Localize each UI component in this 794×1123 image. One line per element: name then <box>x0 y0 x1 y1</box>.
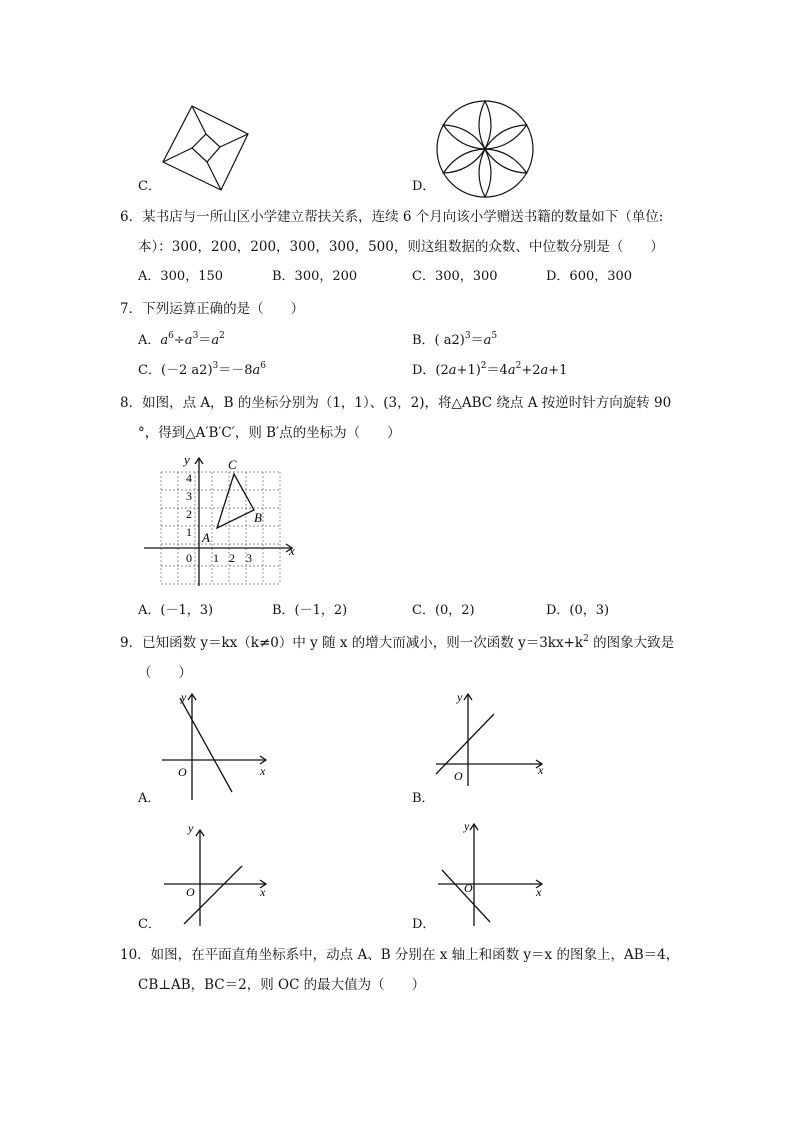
q6-option-a: A．300，150 <box>138 269 224 284</box>
q9-option-c-label: C． <box>138 917 161 932</box>
q7-stem: 7．下列运算正确的是（ ） <box>120 301 305 317</box>
q5-option-c-label: C． <box>138 179 161 194</box>
q6-stem-line1: 6．某书店与一所山区小学建立帮扶关系，连续 6 个月向该小学赠送书籍的数量如下（单位: <box>120 209 664 225</box>
q8-point-a: A <box>202 530 210 545</box>
q9-graph-d-line <box>442 870 490 922</box>
q9-graph-b-o: O <box>454 769 463 783</box>
q8-option-c: C．(0，2) <box>412 603 475 618</box>
q9-graph-c-o: O <box>186 885 195 899</box>
q9-graph-b-y: y <box>457 690 463 704</box>
q9-graph-c <box>160 816 272 928</box>
q9-graph-a <box>160 688 272 804</box>
q5-option-d-label: D． <box>412 179 436 194</box>
q9-graph-c-y: y <box>188 821 194 835</box>
q7-option-b: B．( $a2)^3=a^5$ <box>412 331 498 348</box>
q9-option-b-label: B． <box>412 791 435 806</box>
q8-y-label: y <box>184 452 190 467</box>
q9-graph-d <box>434 816 550 928</box>
q9-option-d-label: D． <box>412 917 436 932</box>
q9-graph-a-x: x <box>260 764 266 778</box>
q9-graph-d-o: O <box>464 881 473 895</box>
q8-point-c: C <box>228 457 237 472</box>
q8-coordinate-figure <box>140 452 300 588</box>
q6-stem-line2: 本）：300，200，200，300，300，500，则这组数据的众数、中位数分别是（ ） <box>138 239 664 255</box>
q9-option-a-label: A． <box>138 791 161 806</box>
q8-x-tick-0: 0 <box>186 551 192 565</box>
q5-figure-d <box>434 98 536 200</box>
q8-stem-line2: °，得到△A′B′C′，则 B′点的坐标为（ ） <box>138 425 401 441</box>
q10-stem-line2: CB⊥AB，BC＝2，则 OC 的最大值为（ ） <box>138 977 426 993</box>
q8-x-label: x <box>289 543 295 558</box>
q8-option-a: A．(－1，3) <box>138 603 214 618</box>
q9-graph-d-x: x <box>536 885 542 899</box>
q9-graph-b-line <box>436 714 494 774</box>
q9-stem-line2: （ ） <box>138 665 192 681</box>
q6-option-d: D．600，300 <box>546 269 633 284</box>
q6-option-b: B．300，200 <box>272 269 358 284</box>
q6-option-c: C．300，300 <box>412 269 498 284</box>
q9-graph-a-y: y <box>181 690 187 704</box>
q8-point-b: B <box>254 510 262 525</box>
q8-x-tick-2: 2 <box>229 551 235 565</box>
q7-option-a: A．$a^6\div a^3=a^2$ <box>138 331 225 348</box>
q7-option-d: D．$(2a+1)^2=4a^2+2a+1$ <box>412 361 568 378</box>
q8-stem-line1: 8．如图，点 A，B 的坐标分别为（1，1）、(3，2)，将△ABC 绕点 A 按逆时针方向旋转 90 <box>120 395 672 411</box>
q9-graph-c-x: x <box>260 885 266 899</box>
q10-stem-line1: 10．如图，在平面直角坐标系中，动点 A、B 分别在 x 轴上和函数 y＝x 的图象上，AB＝4， <box>120 947 680 963</box>
q9-graph-b-x: x <box>538 763 544 777</box>
q7-option-c: C．(－2 $a2)^3=-8a^6$ <box>138 361 267 378</box>
q8-y-tick-3: 3 <box>186 489 192 503</box>
q5-figure-c <box>160 104 252 194</box>
q9-stem-line1: 9．已知函数 y＝kx（k≠0）中 y 随 x 的增大而减小，则一次函数 $y=3kx+k^2$ 的图象大致是 <box>120 634 675 651</box>
q9-graph-a-line <box>180 698 232 792</box>
q8-x-tick-3: 3 <box>246 551 252 565</box>
q8-x-tick-1: 1 <box>213 551 219 565</box>
q8-triangle-abc <box>217 474 254 528</box>
q8-option-b: B．(－1，2) <box>272 603 348 618</box>
q8-y-tick-2: 2 <box>186 507 192 521</box>
q8-y-tick-1: 1 <box>186 525 192 539</box>
q9-graph-d-y: y <box>464 819 470 833</box>
q9-graph-b <box>434 688 550 788</box>
q8-option-d: D．(0，3) <box>546 603 610 618</box>
q9-graph-a-o: O <box>178 765 187 779</box>
q8-y-tick-4: 4 <box>186 471 192 485</box>
q8-grid <box>161 472 280 584</box>
